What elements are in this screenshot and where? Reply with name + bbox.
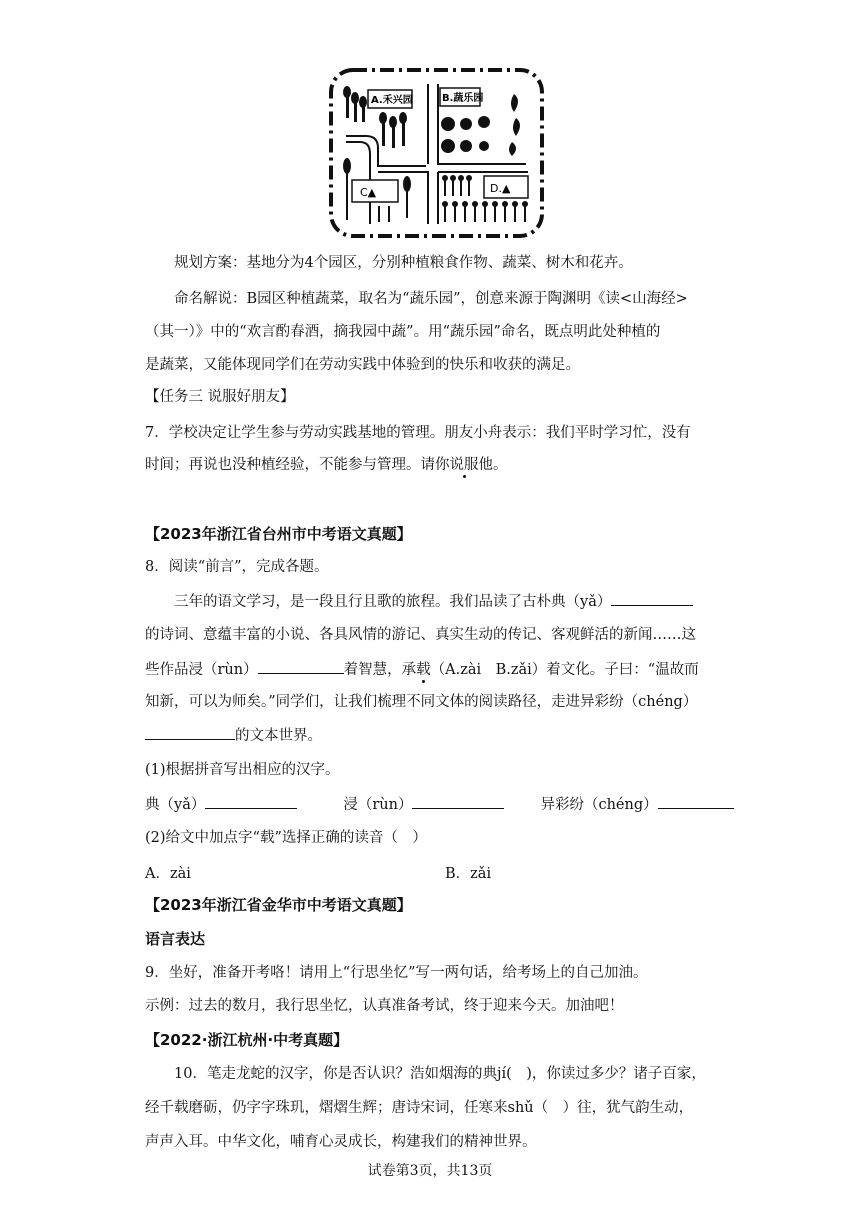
preface-line5 <box>145 725 322 746</box>
option-b[interactable]: B．zǎi <box>445 866 492 882</box>
plan-naming-line3: 是蔬菜，又能体现同学们在劳动实践中体验到的快乐和收获的满足。 <box>145 357 580 373</box>
preface-text-run: 些作品浸（rùn） <box>145 662 258 678</box>
option-a[interactable]: A．zài <box>145 866 191 882</box>
q10-line2: 经千载磨砺，仍字字珠玑，熠熠生辉；唐诗宋词，任寒来shǔ（ ）往，犹气韵生动， <box>145 1100 694 1116</box>
area-c-label: C▲ <box>360 186 377 199</box>
fill-row <box>145 794 734 815</box>
page-footer: 试卷第3页，共13页 <box>367 1163 493 1179</box>
fill-label-ya: 典（yǎ） <box>145 797 206 813</box>
task3-heading: 【任务三 说服好朋友】 <box>145 389 295 405</box>
q7-line2 <box>145 455 508 475</box>
area-b-label: B.蔬乐园 <box>442 93 484 104</box>
plan-scheme: 规划方案：基地分为4个园区，分别种植粮食作物、蔬菜、树木和花卉。 <box>174 255 633 271</box>
q7-line1: 7．学校决定让学生参与劳动实践基地的管理。朋友小舟表示：我们平时学习忙，没有 <box>145 425 691 441</box>
fill-label-cheng: 异彩纷（chéng） <box>540 797 658 813</box>
answer-blank-cheng[interactable] <box>658 794 734 809</box>
q9-example: 示例：过去的数月，我行思坐忆，认真准备考试，终于迎来今天。加油吧！ <box>145 998 624 1014</box>
sub-question-2: (2)给文中加点字“载”选择正确的读音（ ） <box>145 830 427 846</box>
area-a-label: A.禾兴园 <box>371 95 413 106</box>
preface-line4: 知新，可以为师矣。”同学们，让我们梳理不同文体的阅读路径，走进异彩纷（chéng） <box>145 694 698 710</box>
fill-label-run: 浸（rùn） <box>343 797 413 813</box>
q7-text-a: 时间；再说也没种植经验，不能参与管理。请你 <box>145 457 450 473</box>
jinhua-subheading: 语言表达 <box>145 930 206 948</box>
q7-dotted-word: 说服 <box>449 457 479 473</box>
q8-stem: 8．阅读“前言”，完成各题。 <box>145 559 329 575</box>
garden-map-figure <box>326 66 548 244</box>
taizhou-heading: 【2023年浙江省台州市中考语文真题】 <box>145 525 412 543</box>
area-d-label: D.▲ <box>490 182 511 195</box>
preface-line2: 的诗词、意蕴丰富的小说、各具风情的游记、真实生动的传记、客观鲜活的新闻……这 <box>145 627 696 643</box>
hangzhou-heading: 【2022·浙江杭州·中考真题】 <box>145 1031 349 1049</box>
garden-map <box>326 66 548 240</box>
preface-line1 <box>174 591 693 612</box>
blank-ya[interactable] <box>611 591 693 606</box>
preface-text-end: 的文本世界。 <box>235 728 322 744</box>
q9-stem: 9．坐好，准备开考咯！请用上“行思坐忆”写一两句话，给考场上的自己加油。 <box>145 965 648 981</box>
preface-text-c: （A.zài B.zǎi）着文化。子曰：“温故而 <box>430 662 699 678</box>
q10-line1: 10．笔走龙蛇的汉字，你是否认识？浩如烟海的典jí( )，你读过多少？诸子百家， <box>174 1066 706 1082</box>
jinhua-heading: 【2023年浙江省金华市中考语文真题】 <box>145 896 412 914</box>
dotted-zai: 载 <box>416 662 431 678</box>
plan-naming-line1: 命名解说：B园区种植蔬菜，取名为“蔬乐园”，创意来源于陶渊明《读<山海经> <box>174 291 688 307</box>
preface-text-b: 着智慧，承 <box>343 662 417 678</box>
plan-naming-line2: （其一）》中的“欢言酌春酒，摘我园中蔬”。用“蔬乐园”命名，既点明此处种植的 <box>145 324 661 340</box>
answer-blank-run[interactable] <box>412 794 504 809</box>
preface-line3 <box>145 659 699 680</box>
q10-line3: 声声入耳。中华文化，哺育心灵成长，构建我们的精神世界。 <box>145 1134 537 1150</box>
preface-text-a: 三年的语文学习，是一段且行且歌的旅程。我们品读了古朴典（yǎ） <box>174 594 612 610</box>
blank-run[interactable] <box>258 659 344 674</box>
answer-blank-ya[interactable] <box>205 794 297 809</box>
blank-cheng[interactable] <box>145 725 235 740</box>
q7-text-b: 他。 <box>478 457 508 473</box>
sub-question-1: (1)根据拼音写出相应的汉字。 <box>145 762 340 778</box>
